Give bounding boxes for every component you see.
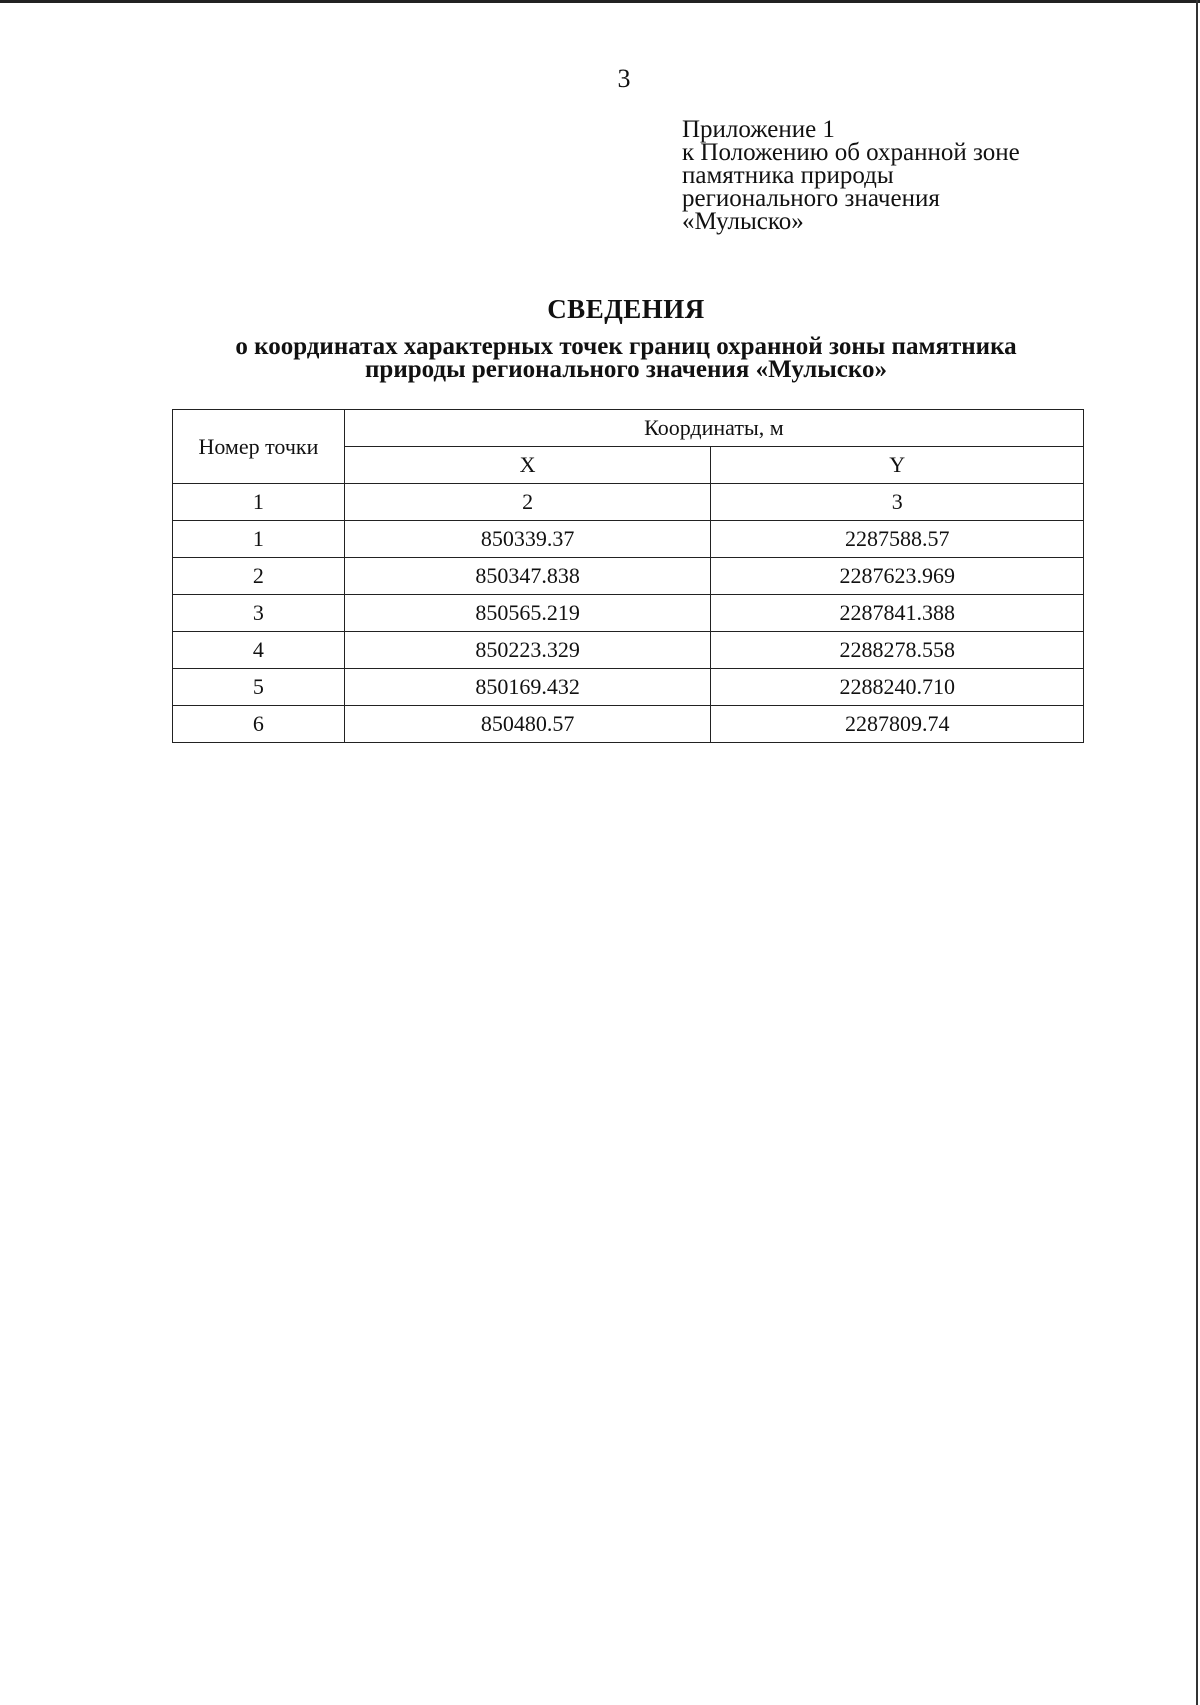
appendix-line: регионального значения [682,185,940,212]
subtitle-line: о координатах характерных точек границ охранной зоны памятника [235,333,1017,360]
x-coordinate-cell: 850480.57 [344,706,711,743]
point-number-cell: 4 [173,632,345,669]
appendix-note [682,118,1020,233]
scan-edge-top [0,0,1200,3]
y-coordinate-cell: 2287841.388 [711,595,1084,632]
column-number: 2 [344,484,711,521]
x-coordinate-cell: 850339.37 [344,521,711,558]
x-coordinate-cell: 850565.219 [344,595,711,632]
table-row [173,706,1084,743]
y-coordinate-cell: 2287809.74 [711,706,1084,743]
point-number-cell: 2 [173,558,345,595]
table-row [173,632,1084,669]
coordinates-table [172,409,1084,743]
subtitle-line: природы регионального значения «Мулыско» [365,356,887,383]
scan-edge-right [1196,0,1198,1705]
point-number-cell: 5 [173,669,345,706]
table-row [173,521,1084,558]
header-point-number: Номер точки [173,410,345,484]
table-row [173,595,1084,632]
appendix-line: памятника природы [682,162,894,189]
x-coordinate-cell: 850169.432 [344,669,711,706]
page-number: 3 [617,64,631,93]
point-number-cell: 3 [173,595,345,632]
document-title: СВЕДЕНИЯ [547,294,705,324]
header-x: X [344,447,711,484]
x-coordinate-cell: 850347.838 [344,558,711,595]
header-y: Y [711,447,1084,484]
table-row [173,669,1084,706]
y-coordinate-cell: 2287588.57 [711,521,1084,558]
document-subtitle [0,335,1200,381]
table-row [173,558,1084,595]
appendix-line: Приложение 1 [682,116,835,143]
point-number-cell: 6 [173,706,345,743]
column-number-row [173,484,1084,521]
table-header-row [173,410,1084,447]
x-coordinate-cell: 850223.329 [344,632,711,669]
column-number: 3 [711,484,1084,521]
point-number-cell: 1 [173,521,345,558]
y-coordinate-cell: 2288278.558 [711,632,1084,669]
y-coordinate-cell: 2287623.969 [711,558,1084,595]
column-number: 1 [173,484,345,521]
y-coordinate-cell: 2288240.710 [711,669,1084,706]
appendix-line: «Мулыско» [682,208,804,235]
appendix-line: к Положению об охранной зоне [682,139,1020,166]
header-coordinates: Координаты, м [344,410,1083,447]
